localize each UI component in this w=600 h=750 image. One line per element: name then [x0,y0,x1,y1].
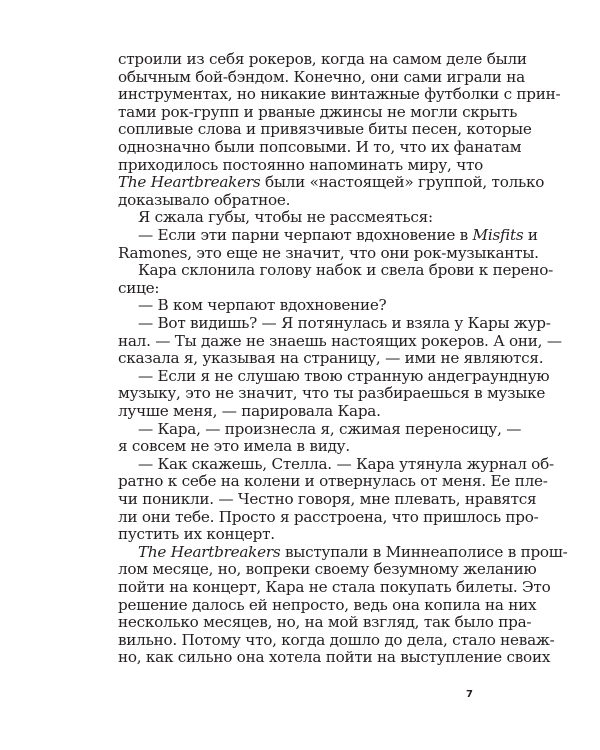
text-line: — Вот видишь? — Я потянулась и взяла у Кары жур- [138,314,551,332]
text-line: но, как сильно она хотела пойти на выступление своих [118,648,551,667]
text-line: ратно к себе на колени и отвернулась от меня. Ее пле- [118,472,548,491]
band-name: The Heartbreakers [118,173,261,192]
text-line: лучше меня, — парировала Кара. [118,402,381,420]
text-line: сопливые слова и привязчивые биты песен, которые [118,120,532,139]
text-line: строили из себя рокеров, когда на самом деле были [118,50,527,68]
text-line: однозначно были попсовыми. И то, что их фанатам [118,138,522,156]
text-line: тами рок-групп и рваные джинсы не могли скрыть [118,102,518,121]
text-line: пойти на концерт, Кара не стала покупать билеты. Это [118,578,551,596]
page-number: 7 [466,689,473,700]
text-line: The Heartbreakers выступали в Миннеаполисе в прош- [138,542,568,561]
text-line: — В ком черпают вдохновение? [138,296,387,315]
text-line: инструментах, но никакие винтажные футболки с прин- [118,85,561,104]
text-line: чи поникли. — Честно говоря, мне плевать, нравятся [118,490,537,508]
text-line: я совсем не это имела в виду. [118,437,350,456]
text-line: лом месяце, но, вопреки своему безумному желанию [118,560,537,579]
text-line: — Кара, — произнесла я, сжимая переносицу, — [138,419,522,438]
text-line: The Heartbreakers были «настоящей» группой, только [118,173,545,192]
text-line: нал. — Ты даже не знаешь настоящих рокеров. А они, — [118,331,562,350]
text-line: приходилось постоянно напоминать миру, что [118,155,484,174]
text-line: несколько месяцев, но, на мой взгляд, так было пра- [118,613,532,632]
text-line: доказывало обратное. [118,190,291,209]
text-line: вильно. Потому что, когда дошло до дела, стало неваж- [118,630,555,649]
text-line: ли они тебе. Просто я расстроена, что пришлось про- [118,507,539,526]
text-line: Кара склонила голову набок и свела брови к перено- [138,261,554,280]
text-line: — Как скажешь, Стелла. — Кара утянула журнал об- [138,454,554,473]
text-line: пустить их концерт. [118,525,275,544]
text-line: Я сжала губы, чтобы не рассмеяться: [138,208,433,227]
text-line: — Если эти парни черпают вдохновение в Misfits и [138,226,538,244]
text-line: сице: [118,278,160,297]
text-line: сказала я, указывая на страницу, — ими не являются. [118,349,544,368]
text-line: — Если я не слушаю твою странную андеграундную [138,366,550,385]
band-name: Misfits [472,226,524,244]
text-line: решение далось ей непросто, ведь она копила на них [118,595,537,614]
text-line: Ramones, это еще не значит, что они рок-музыканты. [118,243,539,262]
text-line: обычным бой-бэндом. Конечно, они сами играли на [118,67,525,86]
band-name: The Heartbreakers [138,542,281,561]
text-line: музыку, это не значит, что ты разбираешься в музыке [118,384,546,403]
